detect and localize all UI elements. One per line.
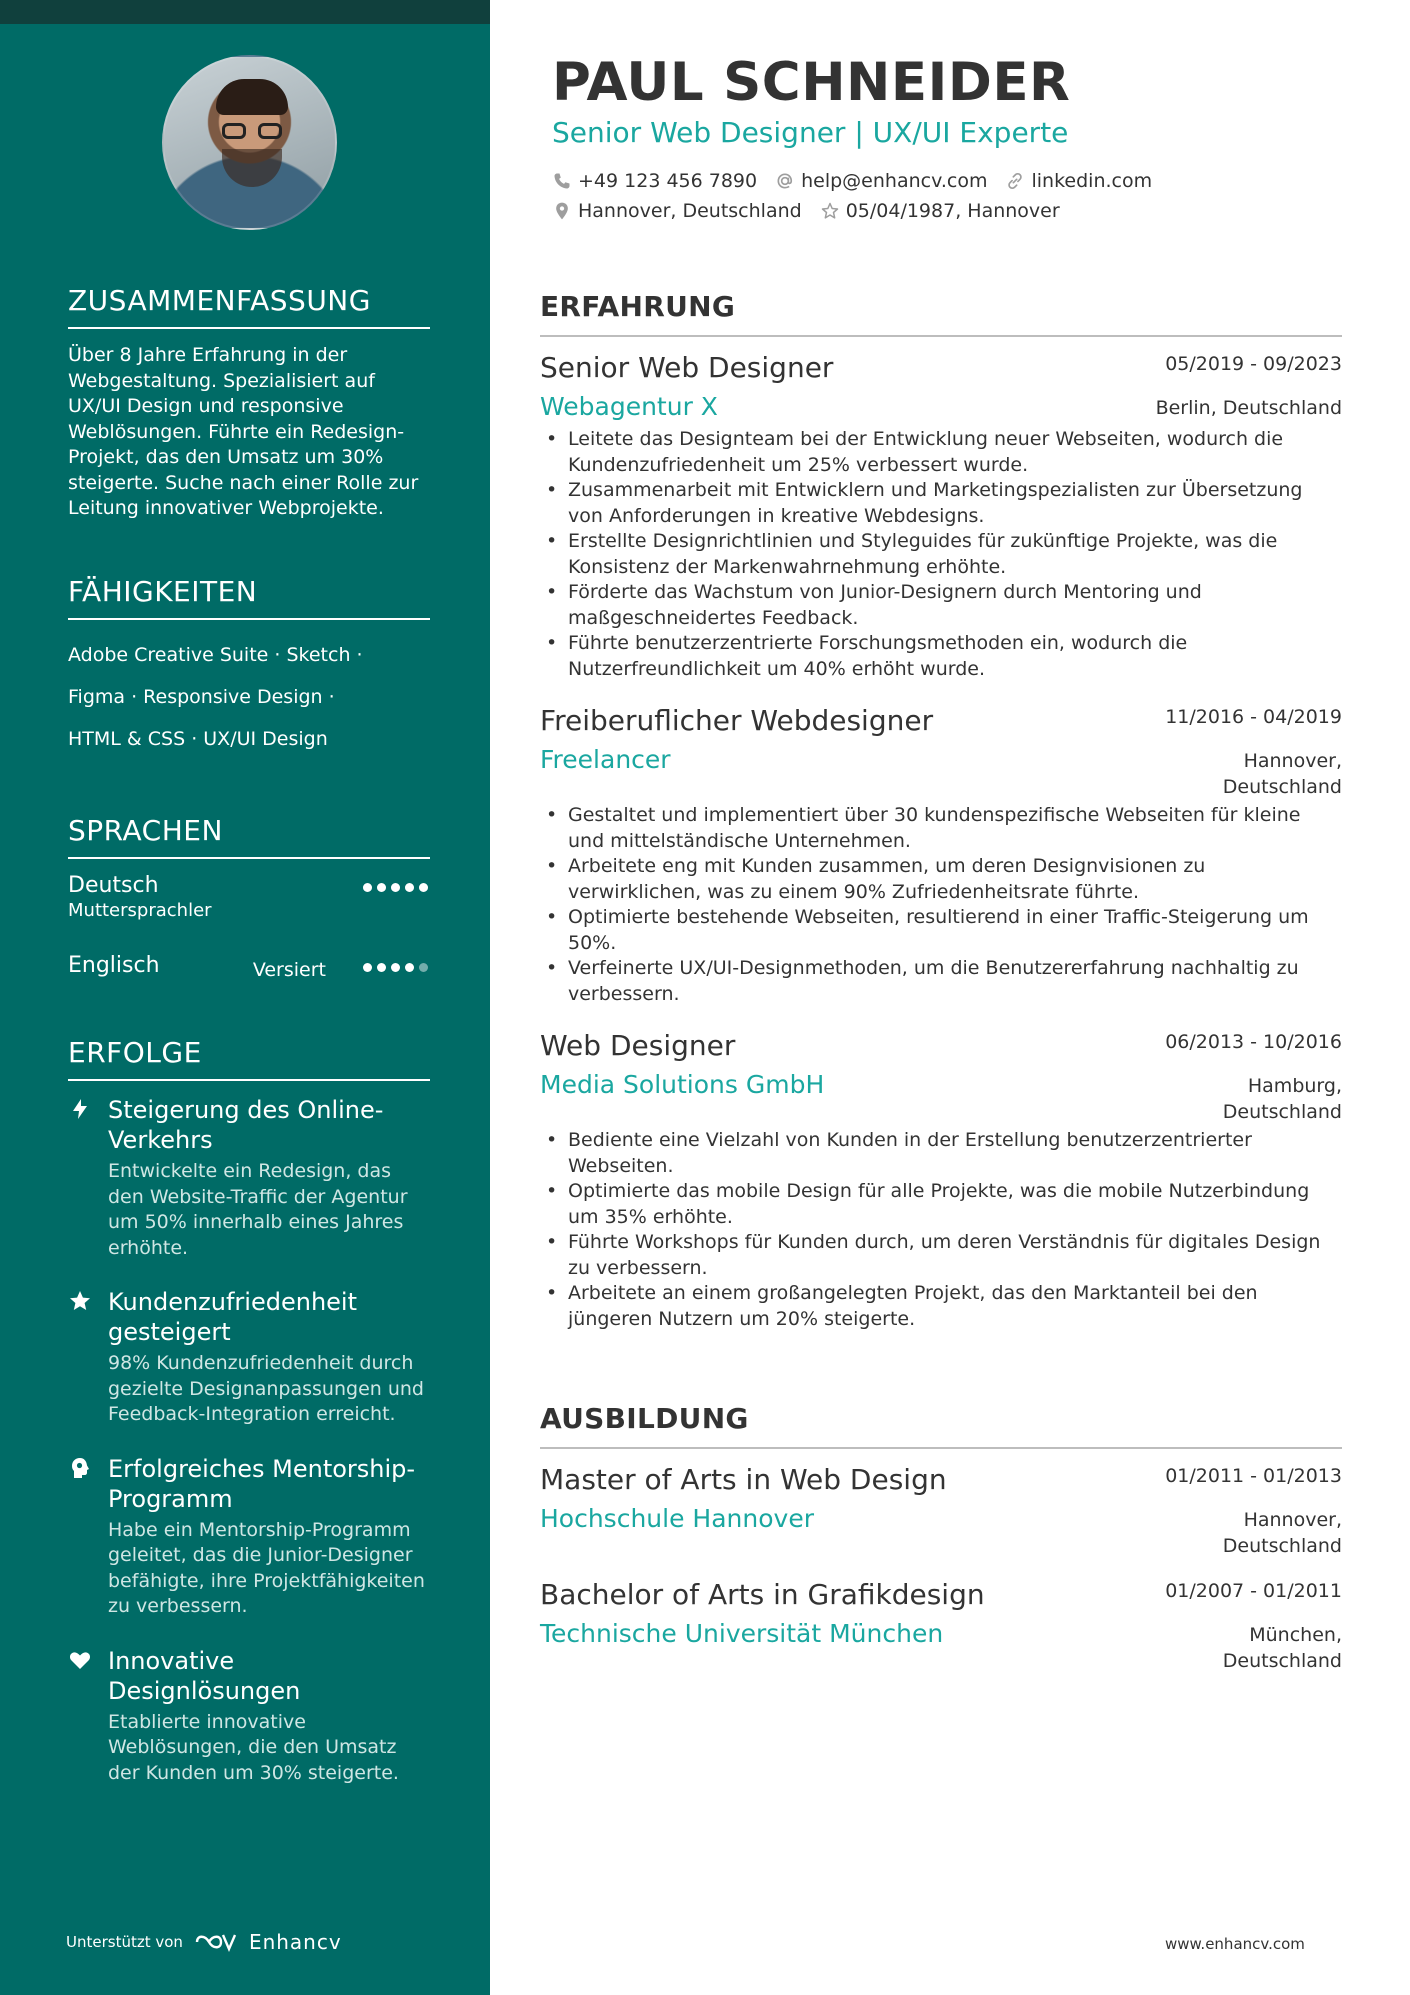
education-heading: AUSBILDUNG	[540, 1402, 1342, 1449]
achievement-title: Erfolgreiches Mentorship-Programm	[108, 1454, 416, 1513]
language-level-text: Muttersprachler	[68, 900, 212, 921]
job-title: Web Designer	[540, 1029, 736, 1062]
language-name: Deutsch	[68, 873, 159, 898]
job-bullet: • Arbeitete eng mit Kunden zusammen, um deren Designvisionen zu verwirklichen, was zu einem 90% Zufriedenheitsrate führte.	[540, 854, 1342, 905]
job-bullet: • Förderte das Wachstum von Junior-Designern durch Mentoring und maßgeschneidertes Feedback.	[540, 580, 1342, 631]
location-text: Hannover, Deutschland	[578, 200, 802, 222]
powered-by	[66, 1930, 342, 1954]
skills-heading: FÄHIGKEITEN	[68, 575, 430, 620]
achievement-desc: Entwickelte ein Redesign, das den Website-Traffic der Agentur um 50% innerhalb eines Jahres erhöhte.	[108, 1160, 408, 1259]
achievement-title: Innovative Designlösungen	[108, 1646, 301, 1705]
at-icon	[775, 171, 795, 191]
enhancv-logo-icon	[193, 1931, 239, 1953]
job-company: Freelancer	[540, 745, 671, 774]
education-location: Hannover, Deutschland	[1222, 1509, 1342, 1557]
achievements-heading: ERFOLGE	[68, 1036, 430, 1081]
contact-birth	[820, 200, 1060, 222]
job-location: Berlin, Deutschland	[1155, 397, 1342, 419]
achievement-title: Steigerung des Online-Verkehrs	[108, 1096, 384, 1154]
summary-section	[68, 284, 430, 522]
language-rating-dots	[363, 963, 428, 972]
degree-title: Bachelor of Arts in Grafikdesign	[540, 1578, 985, 1611]
achievement-desc: Etablierte innovative Weblösungen, die den Umsatz der Kunden um 30% steigerte.	[108, 1710, 399, 1784]
job-company: Media Solutions GmbH	[540, 1070, 825, 1099]
job-bullets	[540, 803, 1342, 1007]
skills-section	[68, 575, 430, 760]
job-location: Hannover, Deutschland	[1222, 750, 1342, 798]
experience-section	[540, 290, 1342, 1332]
skills-line: Figma · Responsive Design ·	[68, 686, 335, 708]
experience-heading: ERFAHRUNG	[540, 290, 1342, 337]
language-rating-dots	[363, 883, 428, 892]
job-bullet: • Bediente eine Vielzahl von Kunden in der Erstellung benutzerzentrierter Webseiten.	[540, 1128, 1342, 1179]
email-text: help@enhancv.com	[801, 170, 988, 192]
achievements-section	[68, 1036, 430, 1812]
education-location: München, Deutschland	[1222, 1624, 1342, 1672]
job-bullets	[540, 427, 1342, 682]
job-bullet: • Gestaltet und implementiert über 30 kundenspezifische Webseiten für kleine und mittelständische Unternehmen.	[540, 803, 1342, 854]
education-entry	[540, 1463, 1342, 1556]
sidebar	[0, 0, 490, 1995]
skills-line: HTML & CSS · UX/UI Design	[68, 728, 328, 750]
contact-phone	[552, 170, 757, 192]
language-item	[68, 953, 430, 1033]
star-icon	[68, 1289, 92, 1313]
achievement-item	[68, 1646, 430, 1787]
contact-info	[552, 170, 1252, 230]
job-bullet: • Erstellte Designrichtlinien und Styleguides für zukünftige Projekte, was die Konsistenz der Markenwahrnehmung erhöhte.	[540, 529, 1342, 580]
education-dates: 01/2011 - 01/2013	[1165, 1465, 1342, 1487]
language-level-text: Versiert	[252, 959, 326, 981]
education-dates: 01/2007 - 01/2011	[1165, 1580, 1342, 1602]
star-outline-icon	[820, 201, 840, 221]
job-bullet: • Zusammenarbeit mit Entwicklern und Marketingspezialisten zur Übersetzung von Anforderungen in kreative Webdesigns.	[540, 478, 1342, 529]
job-entry	[540, 1029, 1342, 1332]
job-bullet: • Führte Workshops für Kunden durch, um deren Verständnis für digitales Design zu verbessern.	[540, 1230, 1342, 1281]
powered-by-brand: Enhancv	[248, 1930, 342, 1954]
contact-linkedin[interactable]	[1005, 170, 1152, 192]
link-icon	[1005, 171, 1025, 191]
head-icon	[68, 1456, 92, 1480]
education-entry	[540, 1578, 1342, 1671]
profile-photo	[162, 55, 337, 230]
heart-icon	[68, 1648, 92, 1672]
job-bullet: • Arbeitete an einem großangelegten Projekt, das den Marktanteil bei den jüngeren Nutzern um 20% steigerte.	[540, 1281, 1342, 1332]
powered-by-label: Unterstützt von	[66, 1933, 183, 1951]
job-entry	[540, 704, 1342, 1007]
candidate-title: Senior Web Designer | UX/UI Experte	[552, 116, 1069, 149]
bolt-icon	[68, 1097, 92, 1121]
sidebar-top-bar	[0, 0, 490, 24]
summary-heading: ZUSAMMENFASSUNG	[68, 284, 430, 329]
job-dates: 06/2013 - 10/2016	[1165, 1031, 1342, 1053]
education-section	[540, 1402, 1342, 1671]
degree-title: Master of Arts in Web Design	[540, 1463, 947, 1496]
footer-url[interactable]: www.enhancv.com	[1165, 1935, 1305, 1953]
achievement-item	[68, 1454, 430, 1620]
job-bullet: • Optimierte bestehende Webseiten, resultierend in einer Traffic-Steigerung um 50%.	[540, 905, 1342, 956]
phone-icon	[552, 171, 572, 191]
job-bullet: • Verfeinerte UX/UI-Designmethoden, um die Benutzererfahrung nachhaltig zu verbessern.	[540, 956, 1342, 1007]
achievement-desc: Habe ein Mentorship-Programm geleitet, das die Junior-Designer befähigte, ihre Projektfähigkeiten zu verbessern.	[108, 1518, 425, 1617]
contact-location	[552, 200, 802, 222]
language-name: Englisch	[68, 953, 160, 978]
job-dates: 05/2019 - 09/2023	[1165, 353, 1342, 375]
school-name: Hochschule Hannover	[540, 1504, 814, 1533]
job-company: Webagentur X	[540, 392, 718, 421]
languages-heading: SPRACHEN	[68, 814, 430, 859]
skills-line: Adobe Creative Suite · Sketch ·	[68, 644, 363, 666]
job-bullet: • Führte benutzerzentrierte Forschungsmethoden ein, wodurch die Nutzerfreundlichkeit um 40% erhöht wurde.	[540, 631, 1342, 682]
location-pin-icon	[552, 201, 572, 221]
achievement-item	[68, 1095, 430, 1261]
languages-section	[68, 814, 430, 1033]
birth-text: 05/04/1987, Hannover	[845, 200, 1060, 222]
job-bullet: • Optimierte das mobile Design für alle Projekte, was die mobile Nutzerbindung um 35% erhöhte.	[540, 1179, 1342, 1230]
job-title: Freiberuflicher Webdesigner	[540, 704, 934, 737]
job-bullet: • Leitete das Designteam bei der Entwicklung neuer Webseiten, wodurch die Kundenzufriedenheit um 25% verbessert wurde.	[540, 427, 1342, 478]
achievement-desc: 98% Kundenzufriedenheit durch gezielte Designanpassungen und Feedback-Integration erreicht.	[108, 1352, 424, 1425]
achievement-item	[68, 1287, 430, 1428]
language-item	[68, 873, 430, 953]
job-location: Hamburg, Deutschland	[1222, 1075, 1342, 1123]
job-entry	[540, 351, 1342, 682]
school-name: Technische Universität München	[540, 1619, 944, 1648]
phone-text: +49 123 456 7890	[578, 170, 758, 192]
achievement-title: Kundenzufriedenheit gesteigert	[108, 1288, 357, 1346]
job-dates: 11/2016 - 04/2019	[1165, 706, 1342, 728]
job-title: Senior Web Designer	[540, 351, 834, 384]
job-bullets	[540, 1128, 1342, 1332]
skills-list	[68, 634, 430, 760]
contact-email[interactable]	[775, 170, 987, 192]
summary-text: Über 8 Jahre Erfahrung in der Webgestaltung. Spezialisiert auf UX/UI Design und responsive Weblösungen. Führte ein Redesign-Projekt, das den Umsatz um 30% steigerte. Suche nach einer Rolle zur Leitung innovativer Webprojekte.	[68, 344, 419, 519]
linkedin-text: linkedin.com	[1031, 170, 1153, 192]
candidate-name: PAUL SCHNEIDER	[552, 52, 1071, 113]
